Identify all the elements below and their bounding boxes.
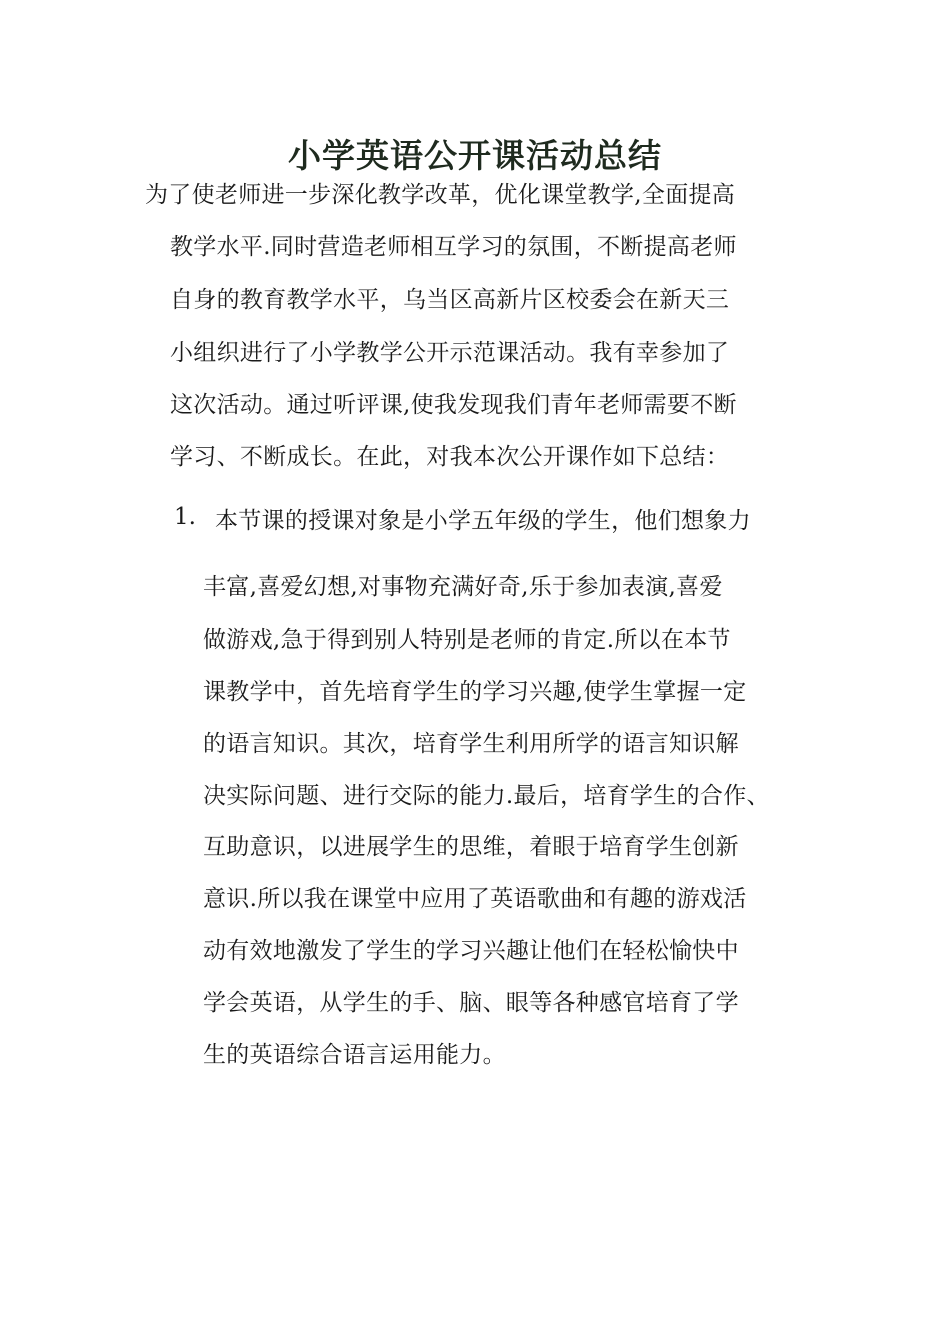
item-line: 学会英语，从学生的手、脑、眼等各种感官培育了学	[203, 990, 739, 1016]
list-number: 1.	[174, 504, 196, 530]
item-line: 互助意识，以进展学生的思维，着眼于培育学生创新	[203, 834, 739, 860]
item-line: 做游戏,急于得到别人特别是老师的肯定.所以在本节	[203, 627, 731, 653]
item-line: 课教学中，首先培育学生的学习兴趣,使学生掌握一定	[203, 679, 747, 705]
item-line: 生的英语综合语言运用能力。	[203, 1042, 506, 1068]
intro-line: 这次活动。通过听评课,使我发现我们青年老师需要不断	[170, 392, 737, 418]
document-title: 小学英语公开课活动总结	[288, 136, 662, 175]
item-line: 决实际问题、进行交际的能力.最后，培育学生的合作、	[203, 783, 770, 809]
intro-line: 学习、不断成长。在此，对我本次公开课作如下总结：	[170, 444, 730, 470]
intro-line: 教学水平.同时营造老师相互学习的氛围，不断提高老师	[170, 234, 737, 260]
intro-line: 为了使老师进一步深化教学改革，优化课堂教学,全面提高	[145, 182, 736, 208]
item-line: 意识.所以我在课堂中应用了英语歌曲和有趣的游戏活	[203, 886, 747, 912]
item-line: 丰富,喜爱幻想,对事物充满好奇,乐于参加表演,喜爱	[203, 574, 723, 600]
intro-line: 小组织进行了小学教学公开示范课活动。我有幸参加了	[170, 340, 730, 366]
item-line: 的语言知识。其次，培育学生利用所学的语言知识解	[203, 731, 739, 757]
intro-line: 自身的教育教学水平，乌当区高新片区校委会在新天三	[170, 287, 730, 313]
item-line: 动有效地激发了学生的学习兴趣让他们在轻松愉快中	[203, 938, 739, 964]
item-line: 本节课的授课对象是小学五年级的学生，他们想象力	[215, 508, 751, 534]
